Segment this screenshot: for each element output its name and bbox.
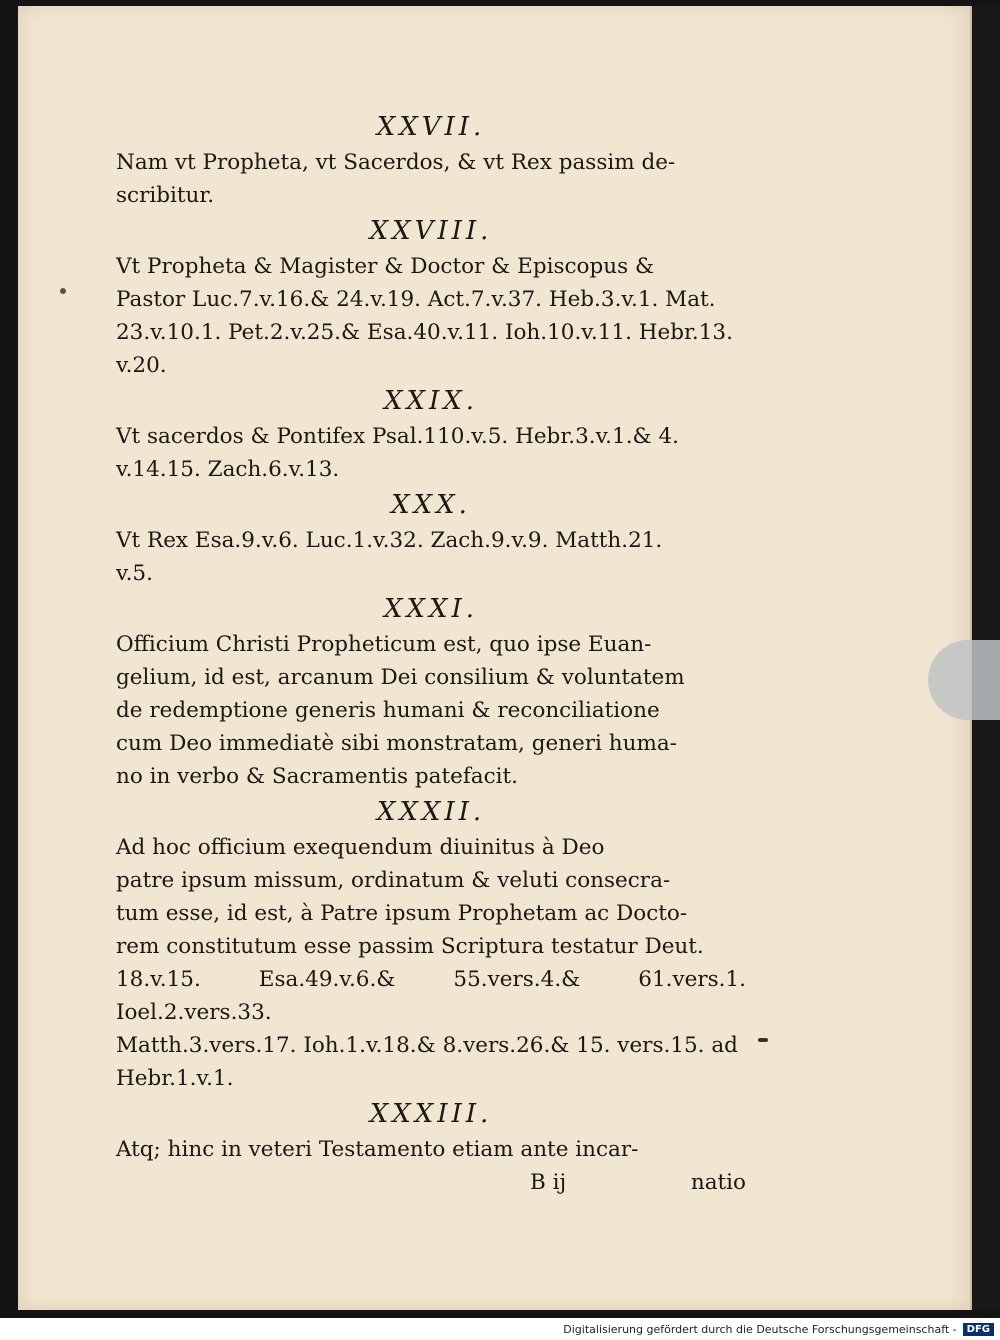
section-heading: XXX. — [391, 490, 471, 520]
paragraph-line: scribitur. — [116, 183, 215, 208]
margin-mark — [60, 288, 66, 294]
paragraph-line: 23.v.10.1. Pet.2.v.25.& Esa.40.v.11. Ioh.10.v.11. Hebr.13. — [116, 320, 733, 345]
paragraph-line: de redemptione generis humani & reconciliatione — [116, 698, 660, 723]
page-tab — [928, 640, 1000, 720]
margin-mark — [758, 1038, 768, 1042]
signature-mark: B ij — [530, 1170, 567, 1195]
paragraph-line: Nam vt Propheta, vt Sacerdos, & vt Rex passim de- — [116, 150, 676, 175]
section-heading: XXXIII. — [369, 1099, 493, 1129]
page-footer — [116, 1166, 746, 1199]
paragraph-line: Ad hoc officium exequendum diuinitus à Deo — [116, 835, 605, 860]
paragraph-line: Pastor Luc.7.v.16.& 24.v.19. Act.7.v.37. Heb.3.v.1. Mat. — [116, 287, 716, 312]
paragraph-line: gelium, id est, arcanum Dei consilium & voluntatem — [116, 665, 685, 690]
credit-bar — [0, 1318, 1000, 1340]
paragraph-line: Vt sacerdos & Pontifex Psal.110.v.5. Hebr.3.v.1.& 4. — [116, 424, 680, 449]
section-heading: XXVIII. — [369, 216, 493, 246]
paragraph-line: tum esse, id est, à Patre ipsum Prophetam ac Docto- — [116, 901, 688, 926]
paragraph-line: 18.v.15. Esa.49.v.6.& 55.vers.4.& 61.vers.1. Ioel.2.vers.33. — [116, 967, 746, 1025]
section-heading: XXVII. — [376, 112, 486, 142]
paragraph-line: Atq; hinc in veteri Testamento etiam ante incar- — [116, 1137, 639, 1162]
section-heading: XXXII. — [376, 797, 486, 827]
paragraph-line: rem constitutum esse passim Scriptura testatur Deut. — [116, 934, 704, 959]
paragraph-line: v.14.15. Zach.6.v.13. — [116, 457, 340, 482]
paragraph-line: Vt Rex Esa.9.v.6. Luc.1.v.32. Zach.9.v.9. Matth.21. — [116, 528, 663, 553]
section-heading: XXXI. — [383, 594, 479, 624]
paragraph-line: v.20. — [116, 353, 167, 378]
paragraph-line: Matth.3.vers.17. Ioh.1.v.18.& 8.vers.26.& 15. vers.15. ad — [116, 1033, 738, 1058]
catchword: natio — [690, 1170, 746, 1195]
paragraph-line: patre ipsum missum, ordinatum & veluti consecra- — [116, 868, 671, 893]
paragraph-line: Vt Propheta & Magister & Doctor & Episcopus & — [116, 254, 655, 279]
paragraph-line: v.5. — [116, 561, 153, 586]
credit-text: Digitalisierung gefördert durch die Deutsche Forschungsgemeinschaft - — [563, 1322, 957, 1336]
section-heading: XXIX. — [383, 386, 479, 416]
paragraph-line: cum Deo immediatè sibi monstratam, generi huma- — [116, 731, 677, 756]
page-text — [116, 108, 746, 1199]
dfg-logo-icon[interactable]: DFG — [963, 1323, 994, 1336]
paragraph-line: no in verbo & Sacramentis patefacit. — [116, 764, 518, 789]
paragraph-line: Officium Christi Propheticum est, quo ipse Euan- — [116, 632, 652, 657]
paragraph-line: Hebr.1.v.1. — [116, 1066, 234, 1091]
